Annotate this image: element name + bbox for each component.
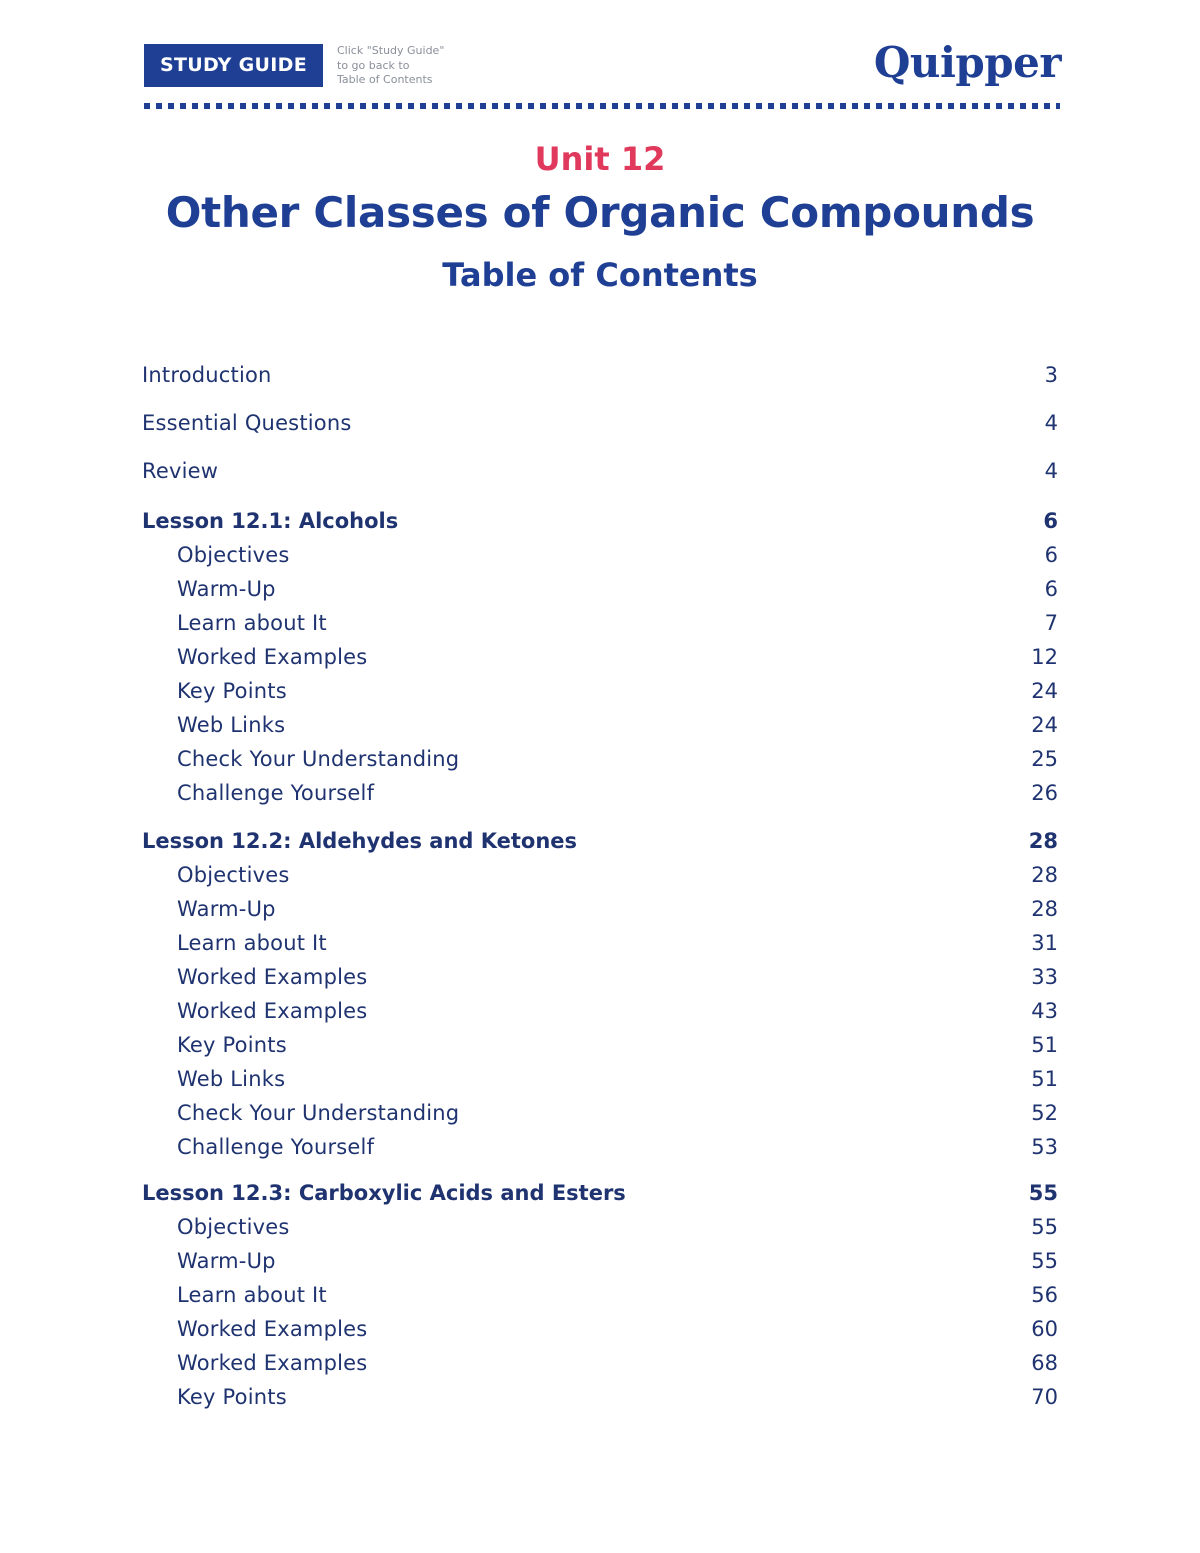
toc-entry-page: 56 — [1031, 1283, 1058, 1307]
toc-entry-lesson-12-1[interactable] — [142, 506, 1058, 536]
hint-line: Click "Study Guide" — [337, 44, 445, 57]
toc-entry-worked-examples[interactable] — [142, 642, 1058, 672]
toc-entry-warm-up[interactable] — [142, 574, 1058, 604]
toc-entry-page: 24 — [1031, 713, 1058, 737]
toc-entry-page: 28 — [1028, 829, 1058, 853]
toc-entry-label: Challenge Yourself — [177, 781, 375, 805]
toc-entry-key-points[interactable] — [142, 1030, 1058, 1060]
toc-entry-label: Learn about It — [177, 611, 327, 635]
toc-entry-worked-examples[interactable] — [142, 1348, 1058, 1378]
study-guide-button[interactable]: STUDY GUIDE — [144, 44, 323, 87]
toc-entry-worked-examples[interactable] — [142, 1314, 1058, 1344]
toc-entry-web-links[interactable] — [142, 710, 1058, 740]
toc-entry-page: 52 — [1031, 1101, 1058, 1125]
toc-entry-label: Warm-Up — [177, 1249, 276, 1273]
toc-entry-label: Learn about It — [177, 931, 327, 955]
toc-entry-label: Key Points — [177, 1385, 287, 1409]
toc-entry-page: 6 — [1044, 577, 1058, 601]
toc-entry-page: 26 — [1031, 781, 1058, 805]
toc-entry-label: Warm-Up — [177, 577, 276, 601]
toc-entry-label: Key Points — [177, 679, 287, 703]
toc-entry-page: 31 — [1031, 931, 1058, 955]
toc-entry-learn-about-it[interactable] — [142, 928, 1058, 958]
toc-entry-page: 33 — [1031, 965, 1058, 989]
toc-entry-page: 4 — [1044, 411, 1058, 435]
toc-entry-label: Key Points — [177, 1033, 287, 1057]
toc-entry-learn-about-it[interactable] — [142, 1280, 1058, 1310]
toc-entry-label: Worked Examples — [177, 1317, 368, 1341]
toc-entry-label: Web Links — [177, 1067, 286, 1091]
toc-heading: Table of Contents — [442, 256, 758, 294]
toc-entry-objectives[interactable] — [142, 860, 1058, 890]
toc-entry-page: 4 — [1044, 459, 1058, 483]
hint-line: to go back to — [337, 58, 410, 72]
toc-entry-page: 25 — [1031, 747, 1058, 771]
toc-entry-label: Objectives — [177, 1215, 290, 1239]
toc-entry-page: 6 — [1043, 509, 1058, 533]
toc-entry-label: Worked Examples — [177, 1351, 368, 1375]
toc-entry-page: 60 — [1031, 1317, 1058, 1341]
toc-entry-objectives[interactable] — [142, 540, 1058, 570]
toc-entry-lesson-12-3[interactable] — [142, 1178, 1058, 1208]
toc-entry-page: 3 — [1044, 363, 1058, 387]
dotted-divider — [144, 103, 1060, 109]
toc-entry-review[interactable] — [142, 456, 1058, 486]
toc-entry-label: Check Your Understanding — [177, 747, 460, 771]
toc-entry-label: Lesson 12.1: Alcohols — [142, 509, 399, 533]
toc-entry-page: 55 — [1031, 1215, 1058, 1239]
toc-entry-page: 6 — [1044, 543, 1058, 567]
toc-entry-page: 7 — [1044, 611, 1058, 635]
toc-entry-web-links[interactable] — [142, 1064, 1058, 1094]
toc-entry-lesson-12-2[interactable] — [142, 826, 1058, 856]
toc-entry-label: Check Your Understanding — [177, 1101, 460, 1125]
toc-entry-page: 51 — [1031, 1033, 1058, 1057]
toc-entry-check-your-understanding[interactable] — [142, 1098, 1058, 1128]
toc-entry-label: Lesson 12.3: Carboxylic Acids and Esters — [142, 1181, 626, 1205]
toc-entry-page: 28 — [1031, 897, 1058, 921]
toc-entry-label: Review — [142, 459, 219, 483]
toc-entry-worked-examples[interactable] — [142, 962, 1058, 992]
toc-entry-page: 55 — [1031, 1249, 1058, 1273]
toc-entry-objectives[interactable] — [142, 1212, 1058, 1242]
toc-entry-essential-questions[interactable] — [142, 408, 1058, 438]
toc-entry-label: Learn about It — [177, 1283, 327, 1307]
toc-entry-label: Worked Examples — [177, 645, 368, 669]
toc-entry-label: Lesson 12.2: Aldehydes and Ketones — [142, 829, 578, 853]
toc-entry-page: 12 — [1031, 645, 1058, 669]
toc-entry-page: 43 — [1031, 999, 1058, 1023]
toc-entry-label: Introduction — [142, 363, 272, 387]
toc-entry-key-points[interactable] — [142, 1382, 1058, 1412]
toc-entry-label: Challenge Yourself — [177, 1135, 375, 1159]
study-guide-hint — [337, 44, 444, 88]
toc-entry-learn-about-it[interactable] — [142, 608, 1058, 638]
quipper-logo: Quipper — [873, 38, 1061, 87]
toc-entry-challenge-yourself[interactable] — [142, 778, 1058, 808]
hint-line: Table of Contents — [337, 73, 433, 86]
toc-entry-warm-up[interactable] — [142, 1246, 1058, 1276]
toc-entry-page: 53 — [1031, 1135, 1058, 1159]
toc-entry-worked-examples[interactable] — [142, 996, 1058, 1026]
toc-entry-page: 28 — [1031, 863, 1058, 887]
toc-entry-warm-up[interactable] — [142, 894, 1058, 924]
toc-entry-label: Objectives — [177, 863, 290, 887]
toc-entry-label: Warm-Up — [177, 897, 276, 921]
toc-entry-check-your-understanding[interactable] — [142, 744, 1058, 774]
toc-entry-key-points[interactable] — [142, 676, 1058, 706]
toc-entry-page: 70 — [1031, 1385, 1058, 1409]
toc-entry-label: Essential Questions — [142, 411, 352, 435]
toc-entry-challenge-yourself[interactable] — [142, 1132, 1058, 1162]
toc-entry-introduction[interactable] — [142, 360, 1058, 390]
toc-entry-label: Objectives — [177, 543, 290, 567]
toc-entry-page: 24 — [1031, 679, 1058, 703]
toc-entry-label: Worked Examples — [177, 999, 368, 1023]
toc-entry-label: Worked Examples — [177, 965, 368, 989]
toc-entry-page: 68 — [1031, 1351, 1058, 1375]
unit-label: Unit 12 — [534, 140, 666, 178]
toc-entry-label: Web Links — [177, 713, 286, 737]
toc-entry-page: 51 — [1031, 1067, 1058, 1091]
page-title: Other Classes of Organic Compounds — [165, 188, 1035, 237]
toc-entry-page: 55 — [1028, 1181, 1058, 1205]
